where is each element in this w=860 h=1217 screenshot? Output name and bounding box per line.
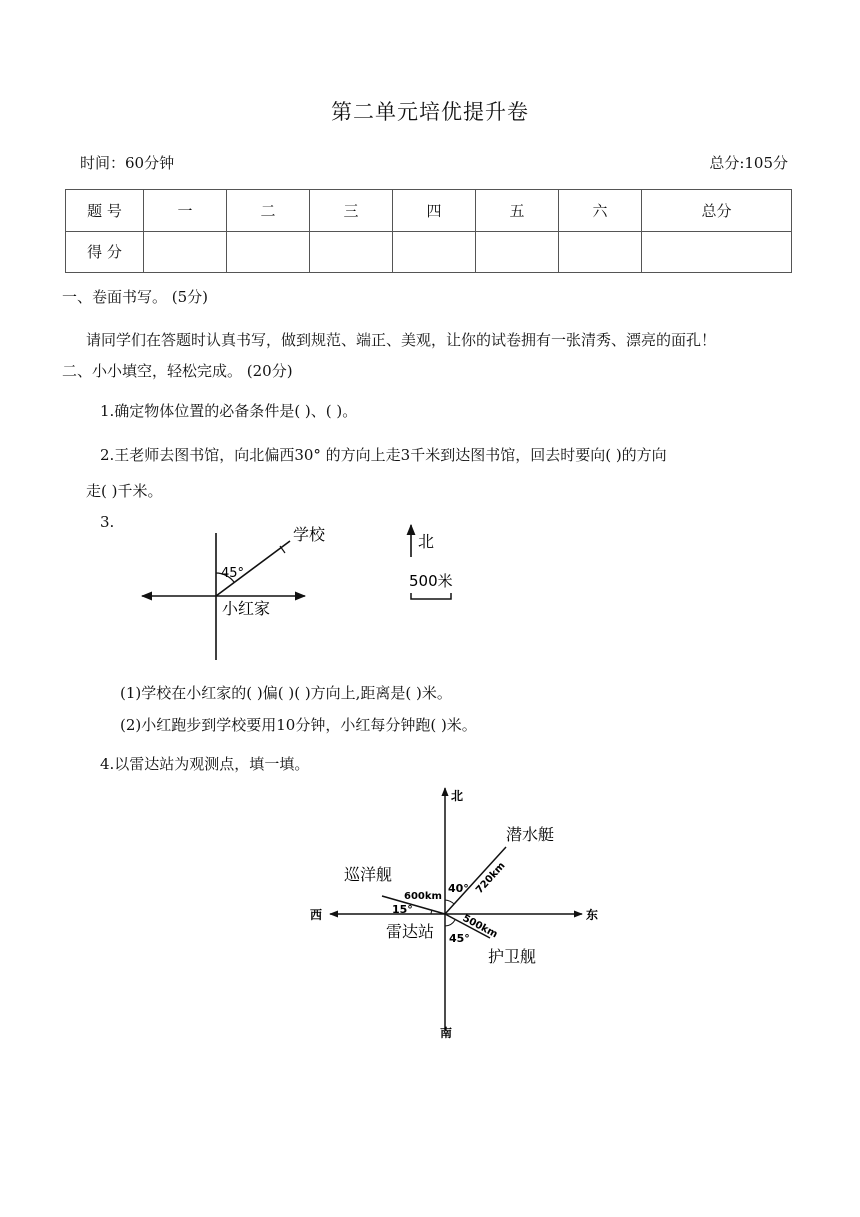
- q3-figure: [130, 515, 480, 665]
- question-3-1: (1)学校在小红家的( )偏( )( )方向上,距离是( )米。: [120, 684, 452, 702]
- score-cell[interactable]: [227, 231, 310, 273]
- table-header-cell: 六: [559, 190, 642, 232]
- angle-label: 45°: [221, 566, 245, 581]
- table-header-cell: 三: [310, 190, 393, 232]
- radar-station-label: 雷达站: [386, 922, 435, 941]
- table-row: [66, 231, 792, 273]
- school-label: 学校: [293, 525, 326, 544]
- question-3-2: (2)小红跑步到学校要用10分钟，小红每分钟跑( )米。: [120, 716, 477, 734]
- distance-720-label: 720km: [474, 860, 508, 897]
- angle-45-label: 45°: [449, 932, 470, 945]
- score-cell[interactable]: [393, 231, 476, 273]
- angle-40-label: 40°: [448, 882, 469, 895]
- score-cell[interactable]: [642, 231, 792, 273]
- score-cell[interactable]: [476, 231, 559, 273]
- score-cell[interactable]: [559, 231, 642, 273]
- escort-label: 护卫舰: [488, 947, 537, 966]
- table-header-cell: 题 号: [66, 190, 144, 232]
- submarine-ray: [445, 847, 506, 914]
- question-1: 1.确定物体位置的必备条件是( )、( )。: [100, 402, 358, 420]
- score-cell[interactable]: [144, 231, 227, 273]
- north-label: 北: [418, 532, 435, 551]
- q4-figure: [300, 780, 610, 1045]
- total-score: 总分:105分: [709, 154, 788, 172]
- table-header-cell: 总分: [642, 190, 792, 232]
- score-row-label: 得 分: [66, 231, 144, 273]
- table-header-cell: 五: [476, 190, 559, 232]
- question-2-line2: 走( )千米。: [86, 482, 163, 500]
- home-label: 小红家: [222, 599, 271, 618]
- distance-500-label: 500km: [460, 912, 500, 941]
- question-2-line1: 2.王老师去图书馆，向北偏西30° 的方向上走3千米到达图书馆，回去时要向( )的方向: [100, 446, 667, 464]
- question-3-number: 3.: [100, 513, 115, 531]
- scale-label: 500米: [409, 572, 453, 590]
- west-label: 西: [310, 908, 323, 922]
- table-row: [66, 190, 792, 232]
- score-table: [65, 189, 792, 273]
- scale-bar: [411, 593, 451, 599]
- south-label: 南: [440, 1026, 453, 1040]
- exam-time: 时间：60分钟: [80, 154, 175, 172]
- section2-heading: 二、小小填空，轻松完成。 (20分): [62, 362, 293, 380]
- east-label: 东: [586, 908, 599, 922]
- north-label: 北: [451, 789, 464, 803]
- section1-text: 请同学们在答题时认真书写，做到规范、端正、美观，让你的试卷拥有一张清秀、漂亮的面孔！: [86, 331, 717, 349]
- angle-15-label: 15°: [392, 903, 413, 916]
- submarine-label: 潜水艇: [506, 825, 555, 844]
- section1-heading: 一、卷面书写。 (5分): [62, 288, 209, 306]
- cruiser-label: 巡洋舰: [344, 865, 393, 884]
- table-header-cell: 一: [144, 190, 227, 232]
- page-title: 第二单元培优提升卷: [331, 100, 529, 124]
- question-4: 4.以雷达站为观测点，填一填。: [100, 755, 310, 773]
- table-header-cell: 二: [227, 190, 310, 232]
- table-header-cell: 四: [393, 190, 476, 232]
- score-cell[interactable]: [310, 231, 393, 273]
- distance-600-label: 600km: [404, 891, 442, 902]
